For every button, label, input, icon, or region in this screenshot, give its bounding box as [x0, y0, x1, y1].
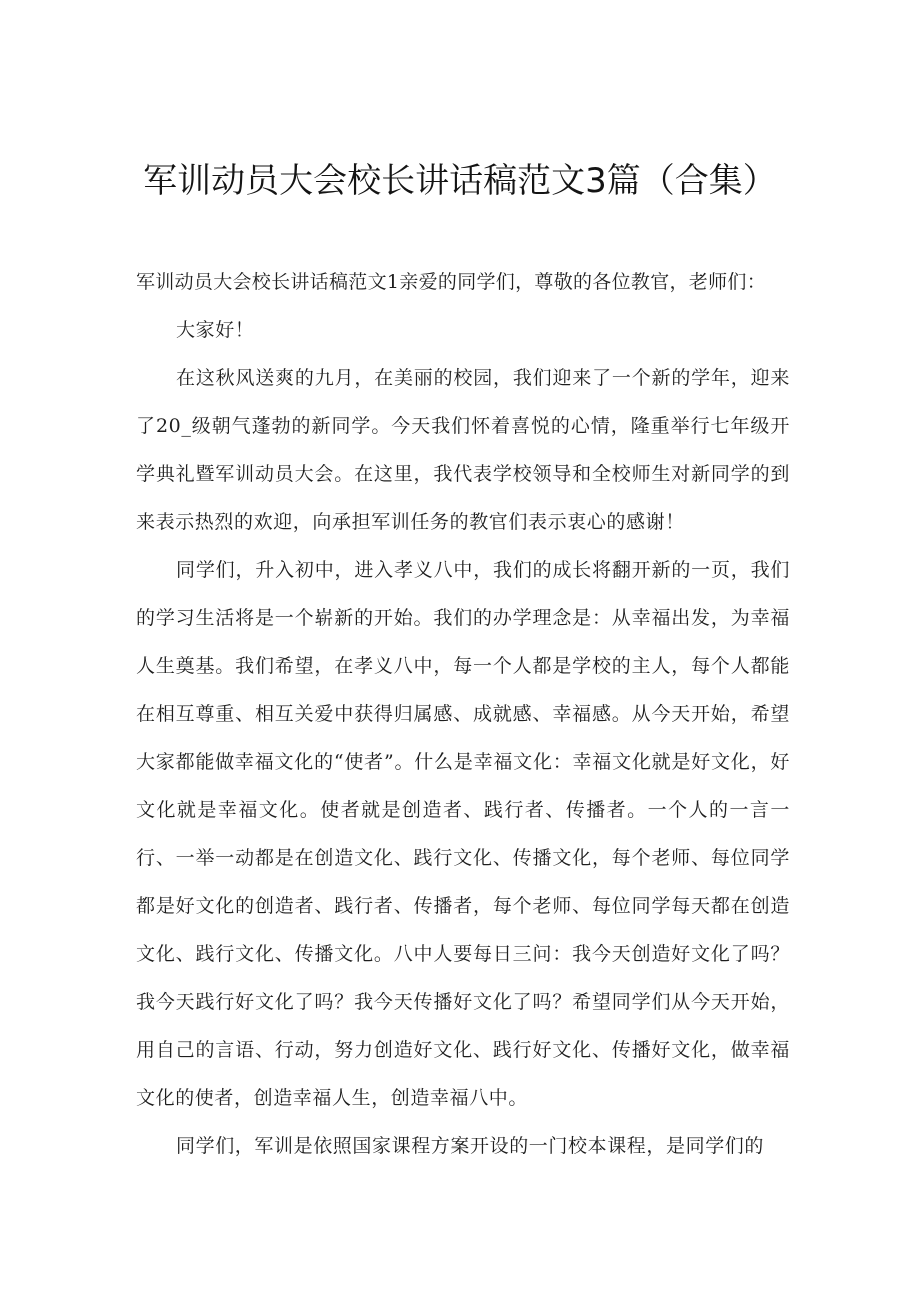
document-title: 军训动员大会校长讲话稿范文3篇（合集） — [143, 161, 777, 201]
paragraph-greeting: 大家好！ — [176, 319, 255, 341]
paragraph-welcome: 在这秋风送爽的九月，在美丽的校园，我们迎来了一个新的学年，迎来了20_级朝气蓬勃的新同学。今天我们怀着喜悦的心情，隆重举行七年级开学典礼暨军训动员大会。在这里，我代表学校领导和全校师生对新同学的到来表示热烈的欢迎，向承担军训任务的教官们表示衷心的感谢！ — [136, 367, 790, 533]
paragraph-philosophy: 同学们，升入初中，进入孝义八中，我们的成长将翻开新的一页，我们的学习生活将是一个崭新的开始。我们的办学理念是：从幸福出发，为幸福人生奠基。我们希望，在孝义八中，每一个人都是学校的主人，每个人都能在相互尊重、相互关爱中获得归属感、成就感、幸福感。从今天开始，希望大家都能做幸福文化的“使者”。什么是幸福文化：幸福文化就是好文化，好文化就是幸福文化。使者就是创造者、践行者、传播者。一个人的一言一行、一举一动都是在创造文化、践行文化、传播文化，每个老师、每位同学都是好文化的创造者、践行者、传播者，每个老师、每位同学每天都在创造文化、践行文化、传播文化。八中人要每日三问：我今天创造好文化了吗？我今天践行好文化了吗？我今天传播好文化了吗？希望同学们从今天开始，用自己的言语、行动，努力创造好文化、践行好文化、传播好文化，做幸福文化的使者，创造幸福人生，创造幸福八中。 — [136, 559, 790, 1109]
paragraph-opening: 军训动员大会校长讲话稿范文1亲爱的同学们，尊敬的各位教官，老师们： — [136, 271, 766, 293]
paragraph-military-training: 同学们，军训是依照国家课程方案开设的一门校本课程，是同学们的 — [176, 1135, 765, 1157]
document-body — [136, 258, 790, 1170]
